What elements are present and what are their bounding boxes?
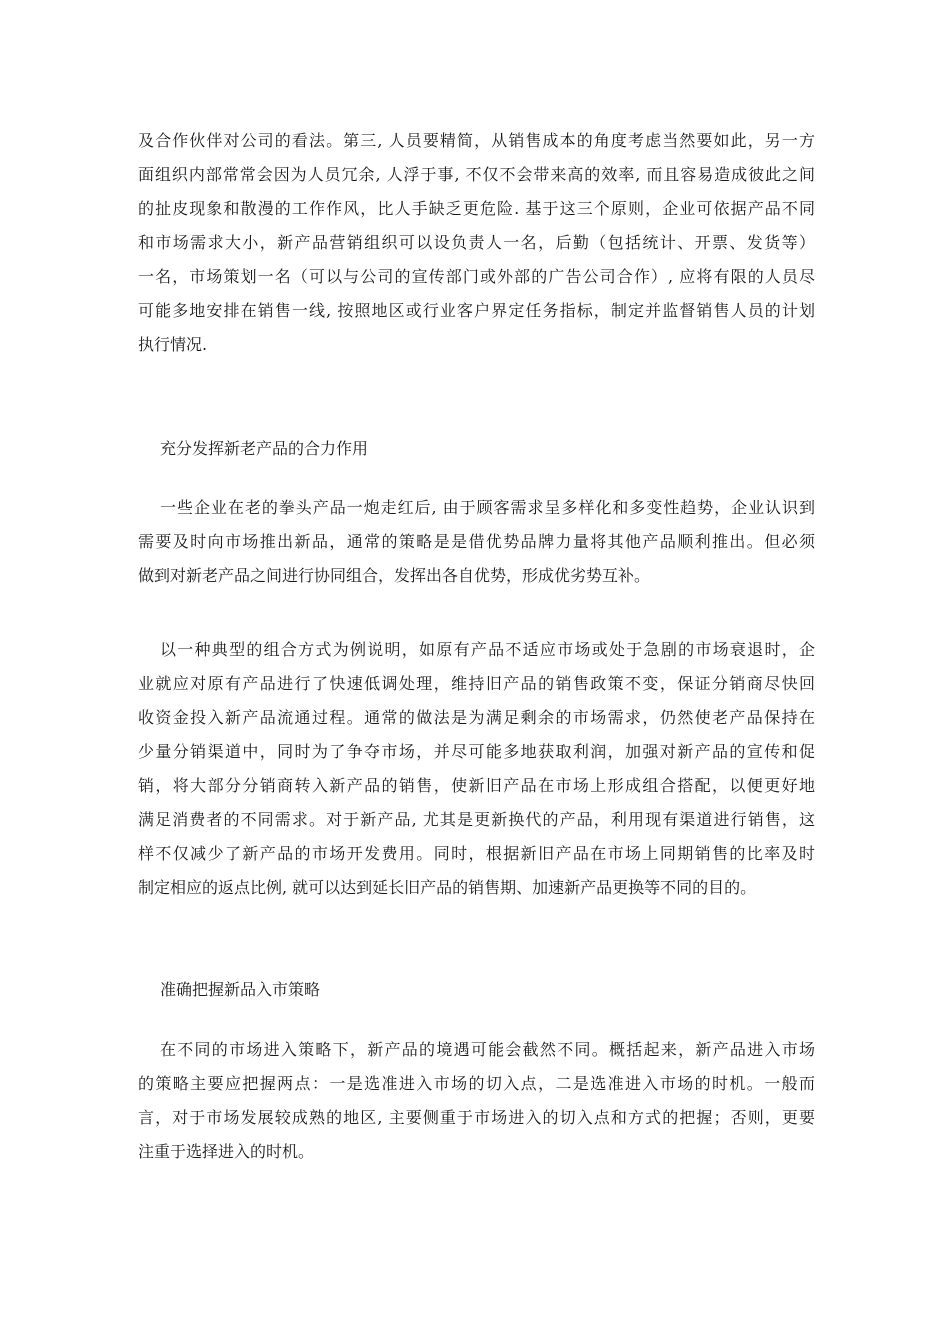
- text-line: 的扯皮现象和散漫的工作作风，比人手缺乏更危险. 基于这三个原则，企业可依据产品不同: [138, 199, 815, 218]
- text-line: 及合作伙伴对公司的看法。第三, 人员要精简，从销售成本的角度考虑当然要如此，另一方: [138, 131, 815, 150]
- text-line: 满足消费者的不同需求。对于新产品, 尤其是更新换代的产品，利用现有渠道进行销售，这: [138, 810, 815, 829]
- text-line: 注重于选择进入的时机。: [138, 1142, 315, 1161]
- text-line: 业就应对原有产品进行了快速低调处理，维持旧产品的销售政策不变，保证分销商尽快回: [138, 674, 815, 693]
- text-line: 销，将大部分分销商转入新产品的销售，使新旧产品在市场上形成组合搭配，以便更好地: [138, 776, 815, 795]
- text-line: 做到对新老产品之间进行协同组合，发挥出各自优势，形成优劣势互补。: [138, 566, 651, 585]
- text-line: 少量分销渠道中，同时为了争夺市场，并尽可能多地获取利润，加强对新产品的宣传和促: [138, 742, 815, 761]
- text-line: 执行情况.: [138, 335, 208, 354]
- text-line: 和市场需求大小，新产品营销组织可以设负责人一名，后勤（包括统计、开票、发货等）: [138, 233, 815, 252]
- text-line: 以一种典型的组合方式为例说明，如原有产品不适应市场或处于急剧的市场衰退时，企: [160, 640, 815, 659]
- text-line: 在不同的市场进入策略下，新产品的境遇可能会截然不同。概括起来，新产品进入市场: [160, 1040, 815, 1059]
- section-heading: 充分发挥新老产品的合力作用: [160, 439, 369, 458]
- text-line: 言，对于市场发展较成熟的地区, 主要侧重于市场进入的切入点和方式的把握；否则，更要: [138, 1108, 815, 1127]
- section-heading: 准确把握新品入市策略: [160, 980, 321, 999]
- text-line: 需要及时向市场推出新品，通常的策略是是借优势品牌力量将其他产品顺利推出。但必须: [138, 532, 815, 551]
- text-line: 面组织内部常常会因为人员冗余, 人浮于事, 不仅不会带来高的效率, 而且容易造成彼此之间: [138, 165, 815, 184]
- paragraph-combination: [138, 633, 815, 905]
- text-line: 可能多地安排在销售一线, 按照地区或行业客户界定任务指标，制定并监督销售人员的计划: [138, 301, 815, 320]
- text-line: 制定相应的返点比例, 就可以达到延长旧产品的销售期、加速新产品更换等不同的目的。: [138, 878, 757, 897]
- paragraph-personnel: [138, 124, 815, 362]
- text-line: 一些企业在老的拳头产品一炮走红后, 由于顾客需求呈多样化和多变性趋势，企业认识到: [160, 498, 815, 517]
- text-line: 样不仅减少了新产品的市场开发费用。同时，根据新旧产品在市场上同期销售的比率及时: [138, 844, 815, 863]
- text-line: 的策略主要应把握两点：一是选准进入市场的切入点，二是选准进入市场的时机。一般而: [138, 1074, 815, 1093]
- paragraph-synergy: [138, 491, 815, 593]
- text-line: 一名，市场策划一名（可以与公司的宣传部门或外部的广告公司合作）, 应将有限的人员尽: [138, 267, 815, 286]
- text-line: 收资金投入新产品流通过程。通常的做法是为满足剩余的市场需求，仍然使老产品保持在: [138, 708, 815, 727]
- paragraph-market-entry: [138, 1033, 815, 1169]
